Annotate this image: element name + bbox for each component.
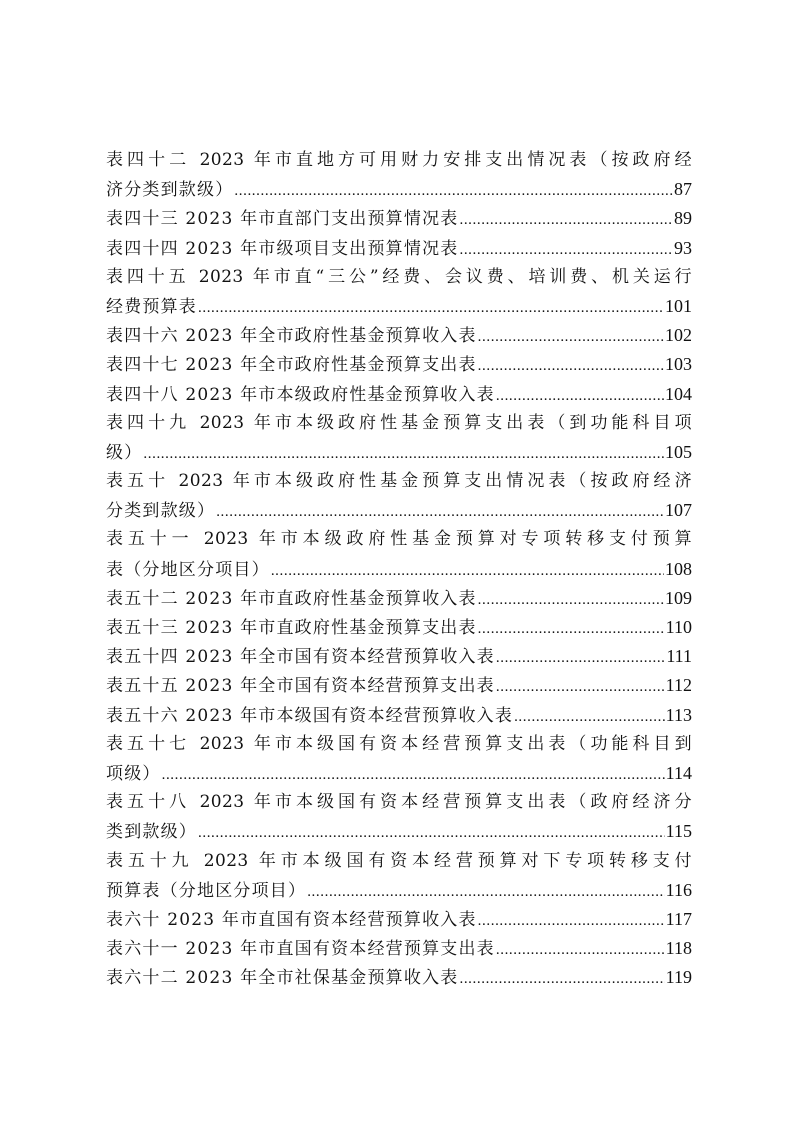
toc-line bbox=[106, 642, 692, 671]
toc-entry[interactable] bbox=[106, 234, 692, 263]
toc-page-number: 108 bbox=[665, 558, 692, 579]
toc-page-number: 116 bbox=[665, 879, 692, 900]
toc-entry-title: 表四十八 2023 年市本级政府性基金预算收入表 bbox=[106, 384, 495, 405]
toc-entry[interactable] bbox=[106, 350, 692, 379]
toc-entry-title: 经费预算表 bbox=[106, 296, 197, 317]
toc-page-number: 111 bbox=[666, 646, 692, 667]
dot-leader bbox=[478, 907, 665, 936]
toc-entry-title: 表（分地区分项目） bbox=[106, 559, 270, 580]
toc-line bbox=[106, 701, 692, 730]
toc-line bbox=[106, 817, 692, 846]
toc-entry[interactable] bbox=[106, 963, 692, 992]
toc-entry-title: 表四十三 2023 年市直部门支出预算情况表 bbox=[106, 209, 459, 230]
toc-line bbox=[106, 146, 692, 175]
dot-leader bbox=[216, 498, 664, 527]
toc-entry-title: 表五十五 2023 年全市国有资本经营预算支出表 bbox=[106, 676, 495, 697]
toc-line bbox=[106, 584, 692, 613]
toc-line bbox=[106, 204, 692, 233]
toc-entry-title: 分类到款级） bbox=[106, 501, 216, 522]
dot-leader bbox=[234, 177, 673, 206]
toc-line bbox=[106, 321, 692, 350]
toc-entry-title: 表六十二 2023 年全市社保基金预算收入表 bbox=[106, 968, 459, 989]
toc-entry[interactable] bbox=[106, 380, 692, 409]
toc-line bbox=[106, 380, 692, 409]
toc-entry[interactable] bbox=[106, 730, 692, 788]
toc-entry-title: 表四十二 2023 年市直地方可用财力安排支出情况表（按政府经 bbox=[106, 150, 692, 170]
toc-line bbox=[106, 876, 692, 905]
dot-leader bbox=[478, 352, 664, 381]
toc-entry-title: 项级） bbox=[106, 763, 161, 784]
dot-leader bbox=[478, 323, 664, 352]
toc-entry[interactable] bbox=[106, 905, 692, 934]
toc-entry-title: 预算表（分地区分项目） bbox=[106, 880, 307, 901]
dot-leader bbox=[143, 440, 664, 469]
toc-page-number: 112 bbox=[665, 675, 692, 696]
toc-line bbox=[106, 963, 692, 992]
dot-leader bbox=[478, 615, 665, 644]
toc-entry[interactable] bbox=[106, 847, 692, 905]
toc-entry-title: 表四十五 2023 年市直“三公”经费、会议费、培训费、机关运行 bbox=[106, 266, 692, 287]
dot-leader bbox=[496, 382, 664, 411]
toc-page-number: 110 bbox=[665, 617, 692, 637]
toc-line bbox=[106, 788, 692, 817]
toc-line bbox=[106, 847, 692, 876]
dot-leader bbox=[496, 673, 665, 702]
dot-leader bbox=[198, 819, 665, 848]
toc-page-number: 113 bbox=[665, 704, 692, 725]
toc-entry[interactable] bbox=[106, 321, 692, 350]
toc-entry-title: 表五十三 2023 年市直政府性基金预算支出表 bbox=[106, 618, 477, 638]
toc-line bbox=[106, 496, 692, 525]
toc-entry-title: 表四十七 2023 年全市政府性基金预算支出表 bbox=[106, 355, 477, 376]
toc-line bbox=[106, 730, 692, 759]
toc-page-number: 109 bbox=[665, 587, 692, 608]
dot-leader bbox=[478, 586, 664, 615]
toc-page-number: 89 bbox=[674, 208, 692, 229]
toc-line bbox=[106, 905, 692, 934]
dot-leader bbox=[307, 878, 664, 907]
toc-entry-title: 表五十二 2023 年市直政府性基金预算收入表 bbox=[106, 588, 477, 609]
toc-line bbox=[106, 234, 692, 263]
toc-line bbox=[106, 175, 692, 204]
toc-entry[interactable] bbox=[106, 642, 692, 671]
dot-leader bbox=[459, 965, 664, 994]
toc-page-number: 101 bbox=[665, 295, 692, 316]
toc-page-number: 102 bbox=[665, 325, 692, 346]
toc-page-number: 117 bbox=[665, 908, 692, 929]
toc-line bbox=[106, 525, 692, 554]
toc-entry[interactable] bbox=[106, 613, 692, 642]
toc-entry[interactable] bbox=[106, 409, 692, 467]
toc-entry[interactable] bbox=[106, 584, 692, 613]
toc-entry-title: 表四十六 2023 年全市政府性基金预算收入表 bbox=[106, 326, 477, 347]
toc-page-number: 105 bbox=[665, 441, 692, 462]
toc-line bbox=[106, 934, 692, 963]
toc-page-number: 115 bbox=[665, 821, 692, 842]
dot-leader bbox=[459, 236, 673, 265]
toc-entry-title: 表六十 2023 年市直国有资本经营预算收入表 bbox=[106, 909, 477, 930]
toc-line bbox=[106, 292, 692, 321]
toc-page-number: 93 bbox=[674, 237, 692, 258]
toc-page-number: 107 bbox=[665, 500, 692, 521]
toc-page-number: 103 bbox=[665, 354, 692, 375]
toc-entry[interactable] bbox=[106, 263, 692, 321]
toc-entry[interactable] bbox=[106, 934, 692, 963]
toc-entry[interactable] bbox=[106, 146, 692, 204]
toc-page-number: 119 bbox=[665, 967, 692, 988]
toc-entry[interactable] bbox=[106, 788, 692, 846]
toc-page-number: 114 bbox=[665, 762, 692, 783]
toc-entry-title: 级） bbox=[106, 442, 143, 463]
dot-leader bbox=[496, 936, 665, 965]
toc-entry-title: 表五十七 2023 年市本级国有资本经营预算支出表（功能科目到 bbox=[106, 733, 692, 754]
toc-entry-title: 济分类到款级） bbox=[106, 180, 234, 201]
dot-leader bbox=[271, 557, 664, 586]
toc-entry[interactable] bbox=[106, 701, 692, 730]
toc-entry-title: 表五十九 2023 年市本级国有资本经营预算对下专项转移支付 bbox=[106, 850, 692, 871]
toc-line bbox=[106, 671, 692, 700]
toc-line bbox=[106, 555, 692, 584]
dot-leader bbox=[514, 703, 665, 732]
dot-leader bbox=[162, 761, 665, 790]
dot-leader bbox=[496, 644, 665, 673]
toc-line bbox=[106, 263, 692, 292]
toc-line bbox=[106, 613, 692, 642]
toc-page-number: 87 bbox=[674, 179, 692, 200]
toc-entry-title: 表四十九 2023 年市本级政府性基金预算支出表（到功能科目项 bbox=[106, 412, 692, 433]
toc-entry[interactable] bbox=[106, 525, 692, 583]
toc-entry-title: 表五十六 2023 年市本级国有资本经营预算收入表 bbox=[106, 705, 514, 726]
toc-entry-title: 表六十一 2023 年市直国有资本经营预算支出表 bbox=[106, 939, 495, 960]
toc-entry-title: 表五十一 2023 年市本级政府性基金预算对专项转移支付预算 bbox=[106, 529, 692, 550]
toc-entry-title: 表五十八 2023 年市本级国有资本经营预算支出表（政府经济分 bbox=[106, 792, 692, 813]
toc-entry[interactable] bbox=[106, 671, 692, 700]
toc-line bbox=[106, 759, 692, 788]
dot-leader bbox=[198, 294, 664, 323]
toc-line bbox=[106, 467, 692, 496]
toc-line bbox=[106, 409, 692, 438]
toc-page-number: 118 bbox=[665, 938, 692, 959]
toc-page-number: 104 bbox=[665, 383, 692, 404]
toc-entry-title: 表四十四 2023 年市级项目支出预算情况表 bbox=[106, 238, 459, 259]
toc-entry-title: 表五十 2023 年市本级政府性基金预算支出情况表（按政府经济 bbox=[106, 471, 692, 492]
toc-line bbox=[106, 438, 692, 467]
toc-entry-title: 表五十四 2023 年全市国有资本经营预算收入表 bbox=[106, 647, 495, 668]
table-of-contents bbox=[106, 146, 692, 992]
toc-entry[interactable] bbox=[106, 467, 692, 525]
dot-leader bbox=[459, 206, 673, 235]
toc-entry[interactable] bbox=[106, 204, 692, 233]
toc-line bbox=[106, 350, 692, 379]
toc-entry-title: 类到款级） bbox=[106, 822, 197, 843]
